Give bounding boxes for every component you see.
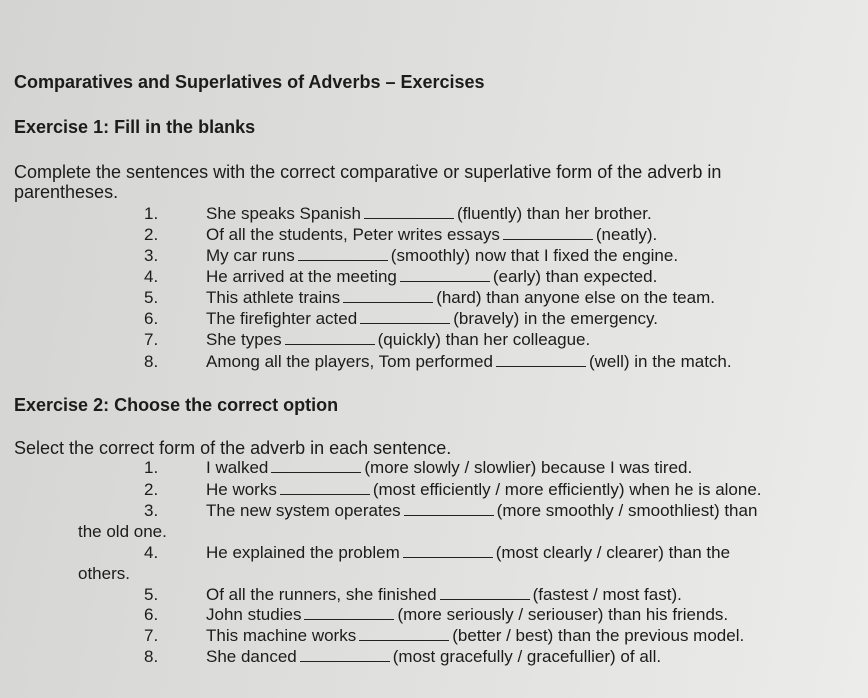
- ex1-item: [206, 352, 732, 372]
- ex1-item-text: She types: [206, 330, 282, 349]
- ex1-item-text: The firefighter acted: [206, 309, 358, 328]
- answer-blank[interactable]: [359, 626, 449, 641]
- page-title: Comparatives and Superlatives of Adverbs – Exercises: [14, 72, 485, 92]
- ex1-item-number: 8.: [144, 352, 159, 371]
- answer-blank[interactable]: [400, 267, 490, 282]
- ex2-item-number: 4.: [144, 543, 159, 562]
- ex1-item-hint: (well) in the match.: [588, 352, 732, 371]
- ex2-item-number: 3.: [144, 501, 159, 520]
- ex2-item: [206, 605, 728, 625]
- ex2-item-number: 5.: [144, 585, 159, 604]
- ex2-item-number: 8.: [144, 647, 159, 666]
- ex1-item-hint: (neatly).: [595, 225, 658, 244]
- ex1-item: [206, 288, 715, 308]
- answer-blank[interactable]: [343, 288, 433, 303]
- ex2-item-continuation: others.: [78, 564, 130, 583]
- ex1-item-text: Among all the players, Tom performed: [206, 352, 493, 371]
- answer-blank[interactable]: [285, 330, 375, 345]
- ex1-item: [206, 309, 658, 329]
- answer-blank[interactable]: [271, 458, 361, 473]
- ex1-item-number: 7.: [144, 330, 159, 349]
- answer-blank[interactable]: [404, 501, 494, 516]
- ex1-item-hint: (bravely) in the emergency.: [453, 309, 658, 328]
- ex1-item-number: 5.: [144, 288, 159, 307]
- ex2-item-number: 6.: [144, 605, 159, 624]
- ex1-item-hint: (quickly) than her colleague.: [377, 330, 591, 349]
- ex2-item-text: John studies: [206, 605, 302, 624]
- ex1-item: [206, 225, 657, 245]
- answer-blank[interactable]: [403, 543, 493, 558]
- answer-blank[interactable]: [304, 605, 394, 620]
- ex2-item: [206, 626, 744, 646]
- ex1-item-text: This athlete trains: [206, 288, 341, 307]
- ex2-item: [206, 585, 682, 605]
- ex1-item-number: 1.: [144, 204, 159, 223]
- ex1-item-text: She speaks Spanish: [206, 204, 361, 223]
- ex1-item-hint: (smoothly) now that I fixed the engine.: [390, 246, 679, 265]
- ex2-item-number: 1.: [144, 458, 159, 477]
- ex2-item-text: Of all the runners, she finished: [206, 585, 437, 604]
- ex2-item-options: (more seriously / seriouser) than his friends.: [397, 605, 729, 624]
- ex2-item-number: 2.: [144, 480, 159, 499]
- exercise-1-heading: Exercise 1: Fill in the blanks: [14, 117, 256, 137]
- ex2-item: [206, 501, 757, 521]
- answer-blank[interactable]: [298, 246, 388, 261]
- ex1-item-number: 2.: [144, 225, 159, 244]
- ex1-item-hint: (early) than expected.: [492, 267, 658, 286]
- ex2-item-number: 7.: [144, 626, 159, 645]
- ex2-item: [206, 647, 661, 667]
- ex2-item-text: He explained the problem: [206, 543, 400, 562]
- exercise-1-instructions-line-2: parentheses.: [14, 182, 119, 202]
- ex2-item-text: I walked: [206, 458, 269, 477]
- ex1-item: [206, 204, 652, 224]
- ex1-item: [206, 267, 657, 287]
- ex1-item: [206, 330, 590, 350]
- exercise-2-instructions: Select the correct form of the adverb in each sentence.: [14, 438, 452, 458]
- ex1-item-hint: (fluently) than her brother.: [457, 204, 652, 223]
- ex2-item: [206, 543, 730, 563]
- ex1-item-number: 4.: [144, 267, 159, 286]
- ex2-item-text: She danced: [206, 647, 297, 666]
- ex2-item-options: (most efficiently / more efficiently) when he is alone.: [372, 480, 762, 499]
- ex2-item: [206, 480, 762, 500]
- ex1-item-number: 3.: [144, 246, 159, 265]
- answer-blank[interactable]: [440, 585, 530, 600]
- ex2-item-options: (most clearly / clearer) than the: [495, 543, 731, 562]
- ex1-item: [206, 246, 678, 266]
- ex2-item-options: (more slowly / slowlier) because I was tired.: [364, 458, 693, 477]
- ex1-item-text: Of all the students, Peter writes essays: [206, 225, 500, 244]
- answer-blank[interactable]: [496, 352, 586, 367]
- ex2-item-text: He works: [206, 480, 277, 499]
- answer-blank[interactable]: [360, 309, 450, 324]
- ex2-item-options: (better / best) than the previous model.: [452, 626, 745, 645]
- ex2-item-continuation: the old one.: [78, 522, 167, 541]
- ex2-item-options: (fastest / most fast).: [532, 585, 682, 604]
- ex2-item-text: The new system operates: [206, 501, 401, 520]
- ex1-item-number: 6.: [144, 309, 159, 328]
- exercise-1-instructions-line-1: Complete the sentences with the correct comparative or superlative form of the adverb in: [14, 162, 722, 182]
- ex1-item-text: My car runs: [206, 246, 295, 265]
- answer-blank[interactable]: [503, 225, 593, 240]
- answer-blank[interactable]: [300, 647, 390, 662]
- answer-blank[interactable]: [280, 480, 370, 495]
- ex2-item-text: This machine works: [206, 626, 357, 645]
- answer-blank[interactable]: [364, 204, 454, 219]
- exercise-2-heading: Exercise 2: Choose the correct option: [14, 395, 339, 415]
- ex1-item-hint: (hard) than anyone else on the team.: [436, 288, 715, 307]
- ex1-item-text: He arrived at the meeting: [206, 267, 397, 286]
- ex2-item-options: (most gracefully / gracefullier) of all.: [392, 647, 662, 666]
- ex2-item: [206, 458, 692, 478]
- ex2-item-options: (more smoothly / smoothliest) than: [496, 501, 758, 520]
